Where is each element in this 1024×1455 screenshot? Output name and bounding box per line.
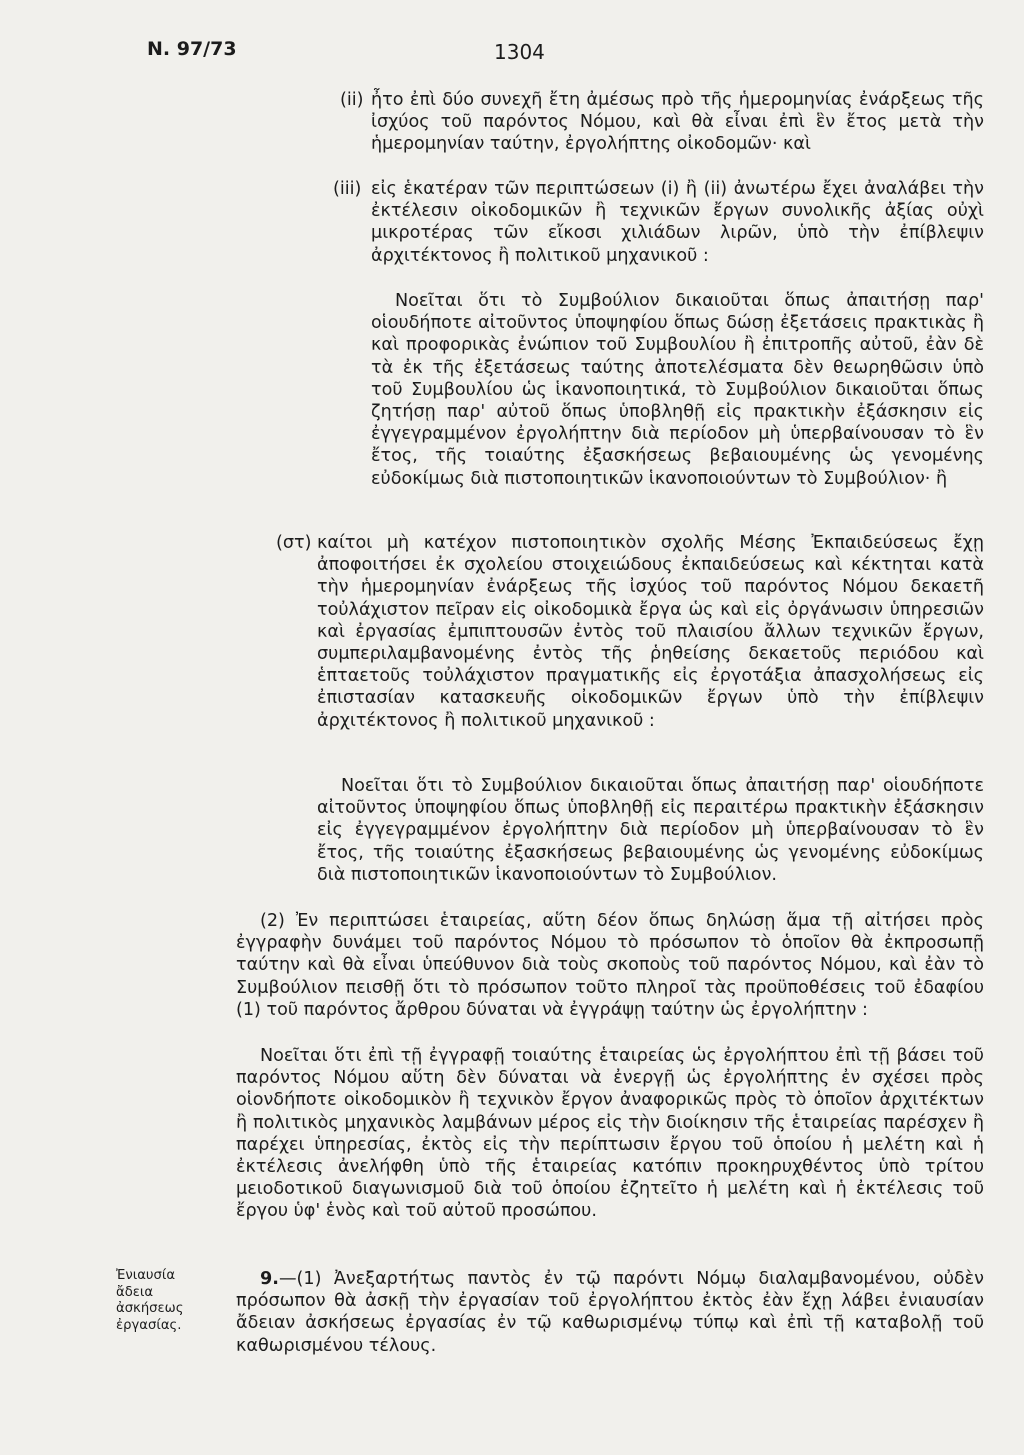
margin-note-line: Ἐνιαυσία — [116, 1268, 176, 1283]
proviso-paragraph-3: Νοεῖται ὅτι ἐπὶ τῇ ἐγγραφῇ τοιαύτης ἑταιρείας ὡς ἐργολήπτου ἐπὶ τῇ βάσει τοῦ παρόντος Νόμου αὕτη δὲν δύναται νὰ ἐνεργῇ ὡς ἐργολήπτης ἐν σχέσει πρὸς οἱονδήποτε οἰκοδομικὸν ἢ τεχνικὸν ἔργον ἀναφορικῶς πρὸς τὸ ὁποῖον ἀρχιτέκτων ἢ πολιτικὸς μηχανικὸς λαμβάνων μέρος εἰς τὴν διοίκησιν τῆς ἑταιρείας παρέσχεν ἢ παρέχει ὑπηρεσίας, ἐκτὸς εἰς τὴν περίπτωσιν ἔργου τοῦ ὁποίου ἡ μελέτη καὶ ἡ ἐκτέλεσις ἀνελήφθη ὑπὸ τῆς ἑταιρείας κατόπιν προκηρυχθέντος ὑπὸ τρίτου μειοδοτικοῦ διαγωνισμοῦ διὰ τοῦ ὁποίου ἐζητεῖτο ἡ μελέτη καὶ ἡ ἐκτέλεσις τοῦ ἔργου ὑφ' ἑνὸς καὶ τοῦ αὐτοῦ προσώπου. — [236, 1046, 984, 1222]
section-9-text: —(1) Ἀνεξαρτήτως παντὸς ἐν τῷ παρόντι Νόμῳ διαλαμβανομένου, οὐδὲν πρόσωπον θὰ ἀσκῇ τὴν ἐργασίαν τοῦ ἐργολήπτου ἐκτὸς ἐὰν ἔχῃ λάβει ἐνιαυσίαν ἄδειαν ἀσκήσεως ἐργασίας ἐν τῷ καθωρισμένῳ τύπῳ καὶ ἐπὶ τῇ καταβολῇ τοῦ καθωρισμένου τέλους. — [236, 1269, 984, 1356]
page-number: 1304 — [494, 40, 545, 64]
item-ii-text: ἦτο ἐπὶ δύο συνεχῆ ἔτη ἀμέσως πρὸ τῆς ἡμερομηνίας ἐνάρξεως τῆς ἰσχύος τοῦ παρόντος Νόμου, καὶ θὰ εἶναι ἐπὶ ἓν ἔτος μετὰ τὴν ἡμερομηνίαν ταύτην, ἐργολήπτης οἰκοδομῶν· καὶ — [371, 90, 984, 155]
item-iii-text: εἰς ἑκατέραν τῶν περιπτώσεων (i) ἢ (ii) ἀνωτέρω ἔχει ἀναλάβει τὴν ἐκτέλεσιν οἰκοδομικῶν ἢ τεχνικῶν ἔργων συνολικῆς ἀξίας οὐχὶ μικροτέρας τῶν εἴκοσι χιλιάδων λιρῶν, ὑπὸ τὴν ἐπίβλεψιν ἀρχιτέκτονος ἢ πολιτικοῦ μηχανικοῦ : — [371, 179, 984, 266]
item-label-iii: (iii) — [333, 179, 362, 199]
margin-note-line: ἀσκήσεως — [116, 1301, 184, 1317]
law-reference: N. 97/73 — [147, 38, 237, 60]
item-label-st: (στ) — [276, 533, 312, 553]
item-st-text: καίτοι μὴ κατέχον πιστοποιητικὸν σχολῆς Μέσης Ἐκπαιδεύσεως ἔχῃ ἀποφοιτήσει ἐκ σχολείου στοιχειώδους ἐκπαιδεύσεως καὶ κέκτηται κατὰ τὴν ἡμερομηνίαν ἐνάρξεως τῆς ἰσχύος τοῦ παρόντος Νόμου δεκαετῆ τοὐλάχιστον πεῖραν εἰς οἰκοδομικὰ ἔργα ὡς καὶ εἰς ὀργάνωσιν ὑπηρεσιῶν καὶ ἐργασίας ἐμπιπτουσῶν ἐντὸς τοῦ πλαισίου ἄλλων τεχνικῶν ἔργων, συμπεριλαμβανομένης ἐντὸς τῆς ῥηθείσης δεκαετοῦς περιόδου καὶ ἑπταετοῦς τοὐλάχιστον πραγματικῆς εἰς ἐργοτάξια ἀπασχολήσεως εἰς ἐπιστασίαν κατασκευῆς οἰκοδομικῶν ἔργων ὑπὸ τὴν ἐπίβλεψιν ἀρχιτέκτονος ἢ πολιτικοῦ μηχανικοῦ : — [317, 533, 984, 731]
margin-note-line: ἄδεια — [116, 1284, 154, 1300]
margin-note — [116, 1268, 216, 1334]
subsection-2: (2) Ἐν περιπτώσει ἑταιρείας, αὕτη δέον ὅπως δηλώσῃ ἅμα τῇ αἰτήσει πρὸς ἐγγραφὴν δυνάμει τοῦ παρόντος Νόμου τὸ πρόσωπον τὸ ὁποῖον θὰ ἐκπροσωπῇ ταύτην καὶ θὰ εἶναι ὑπεύθυνον διὰ τοὺς σκοποὺς τοῦ παρόντος Νόμου, καὶ ἐὰν τὸ Συμβούλιον πεισθῇ ὅτι τὸ πρόσωπον τοῦτο πληροῖ τὰς προϋποθέσεις τοῦ ἐδαφίου (1) τοῦ παρόντος ἄρθρου δύναται νὰ ἐγγράψῃ ταύτην ὡς ἐργολήπτην : — [236, 911, 984, 1020]
proviso-paragraph-1: Νοεῖται ὅτι τὸ Συμβούλιον δικαιοῦται ὅπως ἀπαιτήσῃ παρ' οἱουδήποτε αἰτοῦντος ὑποψηφίου ὅπως δώσῃ ἐξετάσεις πρακτικὰς ἢ καὶ προφορικὰς ἐνώπιον τοῦ Συμβουλίου ἢ ἐπιτροπῆς αὐτοῦ, ἐὰν δὲ τὰ ἐκ τῆς ἐξετάσεως ταύτης ἀποτελέσματα δὲν θεωρηθῶσιν ὑπὸ τοῦ Συμβουλίου ὡς ἱκανοποιητικά, τὸ Συμβούλιον δικαιοῦται ὅπως ζητήσῃ παρ' αὐτοῦ ὅπως ὑποβληθῇ εἰς πρακτικὴν ἐξάσκησιν εἰς ἐγγεγραμμένον ἐργολήπτην διὰ περίοδον μὴ ὑπερβαίνουσαν τὸ ἓν ἔτος, τῆς τοιαύτης ἐξασκήσεως βεβαιουμένης ὡς γενομένης εὐδοκίμως διὰ πιστοποιητικῶν ἱκανοποιούντων τὸ Συμβούλιον· ἢ — [371, 291, 984, 489]
proviso-paragraph-2: Νοεῖται ὅτι τὸ Συμβούλιον δικαιοῦται ὅπως ἀπαιτήσῃ παρ' οἱουδήποτε αἰτοῦντος ὑποψηφίου ὅπως ὑποβληθῇ εἰς περαιτέρω πρακτικὴν ἐξάσκησιν εἰς ἐγγεγραμμένον ἐργολήπτην διὰ περίοδον μὴ ὑπερβαίνουσαν τὸ ἓν ἔτος, τῆς τοιαύτης ἐξασκήσεως βεβαιουμένης ὡς γενομένης εὐδοκίμως διὰ πιστοποιητικῶν ἱκανοποιούντων τὸ Συμβούλιον. — [317, 776, 984, 885]
section-9 — [236, 1268, 984, 1357]
margin-note-line: ἐργασίας. — [116, 1317, 182, 1333]
section-number: 9. — [260, 1269, 279, 1289]
item-label-ii: (ii) — [340, 90, 364, 110]
